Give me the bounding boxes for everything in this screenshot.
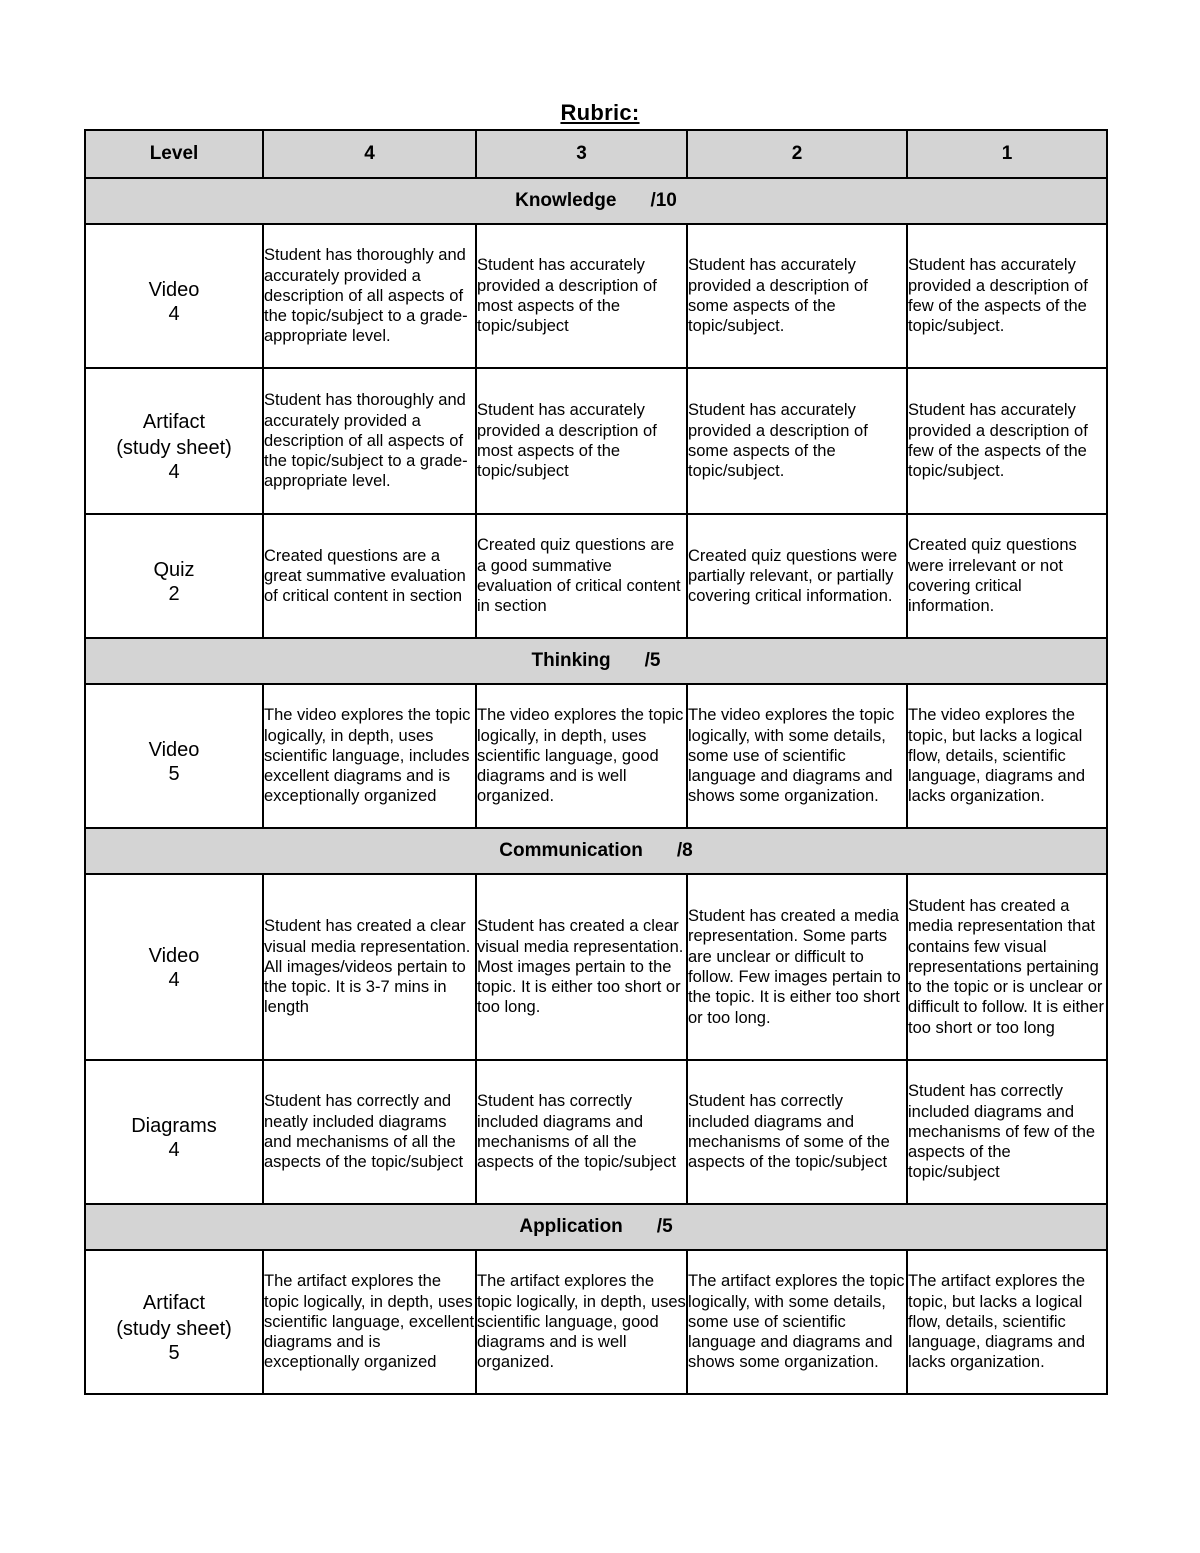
table-row (85, 684, 1107, 828)
criterion-cell (85, 514, 263, 638)
criterion-score: 5 (168, 1341, 180, 1364)
descriptor-cell: Student has created a clear visual media representation. Most images pertain to the topic. It is either too short or too long. (476, 874, 687, 1060)
criterion-cell (85, 224, 263, 368)
section-name: Communication (499, 840, 643, 861)
descriptor-cell: The video explores the topic logically, in depth, uses scientific language, good diagrams and is well organized. (476, 684, 687, 828)
descriptor-cell: Student has thoroughly and accurately provided a description of all aspects of the topic/subject to a grade-appropriate level. (263, 224, 476, 368)
criterion-cell (85, 874, 263, 1060)
criterion-name: Quiz (153, 558, 195, 581)
section-max: /8 (676, 840, 693, 861)
descriptor-cell: Student has accurately provided a description of most aspects of the topic/subject (476, 368, 687, 514)
descriptor-cell: Created quiz questions are a good summative evaluation of critical content in section (476, 514, 687, 638)
criterion-score: 4 (168, 1138, 180, 1161)
descriptor-cell: Student has created a media representation that contains few visual representations pertaining to the topic or is unclear or difficult to follow. It is either too short or too long (907, 874, 1107, 1060)
descriptor-cell: Student has correctly included diagrams and mechanisms of all the aspects of the topic/subject (476, 1060, 687, 1204)
section-header (85, 828, 1107, 874)
section-header (85, 1204, 1107, 1250)
table-row (85, 224, 1107, 368)
criterion-name: Video (148, 944, 200, 967)
table-row (85, 874, 1107, 1060)
section-header (85, 638, 1107, 684)
section-name: Application (519, 1216, 623, 1237)
descriptor-cell: The artifact explores the topic logically, in depth, uses scientific language, good diagrams and is well organized. (476, 1250, 687, 1394)
descriptor-cell: Student has correctly included diagrams and mechanisms of few of the aspects of the topic/subject (907, 1060, 1107, 1204)
descriptor-cell: Student has created a media representation. Some parts are unclear or difficult to follow. Few images pertain to the topic. It is either too short or too long. (687, 874, 907, 1060)
criterion-name: Artifact (study sheet) (116, 1291, 232, 1340)
descriptor-cell: Created questions are a great summative evaluation of critical content in section (263, 514, 476, 638)
header-row (85, 130, 1107, 178)
criterion-name: Diagrams (131, 1114, 217, 1137)
descriptor-cell: The artifact explores the topic logically, in depth, uses scientific language, excellent diagrams and is exceptionally organized (263, 1250, 476, 1394)
descriptor-cell: Created quiz questions were partially relevant, or partially covering critical information. (687, 514, 907, 638)
table-row (85, 1250, 1107, 1394)
level-2-header: 2 (687, 130, 907, 178)
descriptor-cell: Student has created a clear visual media representation. All images/videos pertain to the topic. It is 3-7 mins in length (263, 874, 476, 1060)
page-title: Rubric: (560, 100, 640, 125)
section-name: Thinking (531, 650, 611, 671)
descriptor-cell: The video explores the topic, but lacks a logical flow, details, scientific language, diagrams and lacks organization. (907, 684, 1107, 828)
criterion-cell (85, 1250, 263, 1394)
descriptor-cell: Created quiz questions were irrelevant or not covering critical information. (907, 514, 1107, 638)
section-thinking (85, 638, 1107, 684)
criterion-score: 4 (168, 302, 180, 325)
section-max: /10 (650, 190, 677, 211)
descriptor-cell: The artifact explores the topic, but lacks a logical flow, details, scientific language, diagrams and lacks organization. (907, 1250, 1107, 1394)
descriptor-cell: The artifact explores the topic logically, with some details, some use of scientific language and diagrams and shows some organization. (687, 1250, 907, 1394)
criterion-score: 2 (168, 582, 180, 605)
criterion-cell (85, 1060, 263, 1204)
level-3-header: 3 (476, 130, 687, 178)
criterion-score: 5 (168, 762, 180, 785)
section-knowledge (85, 178, 1107, 224)
section-max: /5 (656, 1216, 673, 1237)
section-communication (85, 828, 1107, 874)
section-name: Knowledge (515, 190, 617, 211)
criterion-name: Video (148, 738, 200, 761)
criterion-score: 4 (168, 460, 180, 483)
descriptor-cell: Student has accurately provided a description of few of the aspects of the topic/subject. (907, 368, 1107, 514)
descriptor-cell: Student has accurately provided a description of most aspects of the topic/subject (476, 224, 687, 368)
section-max: /5 (644, 650, 661, 671)
criterion-name: Video (148, 278, 200, 301)
table-row (85, 368, 1107, 514)
criterion-cell (85, 368, 263, 514)
table-row (85, 514, 1107, 638)
descriptor-cell: The video explores the topic logically, in depth, uses scientific language, includes excellent diagrams and is exceptionally organized (263, 684, 476, 828)
criterion-name: Artifact (study sheet) (116, 410, 232, 459)
descriptor-cell: Student has thoroughly and accurately provided a description of all aspects of the topic/subject to a grade-appropriate level. (263, 368, 476, 514)
descriptor-cell: Student has accurately provided a description of few of the aspects of the topic/subject. (907, 224, 1107, 368)
descriptor-cell: The video explores the topic logically, with some details, some use of scientific language and diagrams and shows some organization. (687, 684, 907, 828)
descriptor-cell: Student has accurately provided a description of some aspects of the topic/subject. (687, 368, 907, 514)
criterion-cell (85, 684, 263, 828)
level-1-header: 1 (907, 130, 1107, 178)
descriptor-cell: Student has correctly and neatly included diagrams and mechanisms of all the aspects of the topic/subject (263, 1060, 476, 1204)
level-header: Level (85, 130, 263, 178)
descriptor-cell: Student has accurately provided a description of some aspects of the topic/subject. (687, 224, 907, 368)
rubric-table (84, 129, 1108, 1395)
criterion-score: 4 (168, 968, 180, 991)
section-application (85, 1204, 1107, 1250)
descriptor-cell: Student has correctly included diagrams and mechanisms of some of the aspects of the topic/subject (687, 1060, 907, 1204)
section-header (85, 178, 1107, 224)
level-4-header: 4 (263, 130, 476, 178)
table-row (85, 1060, 1107, 1204)
